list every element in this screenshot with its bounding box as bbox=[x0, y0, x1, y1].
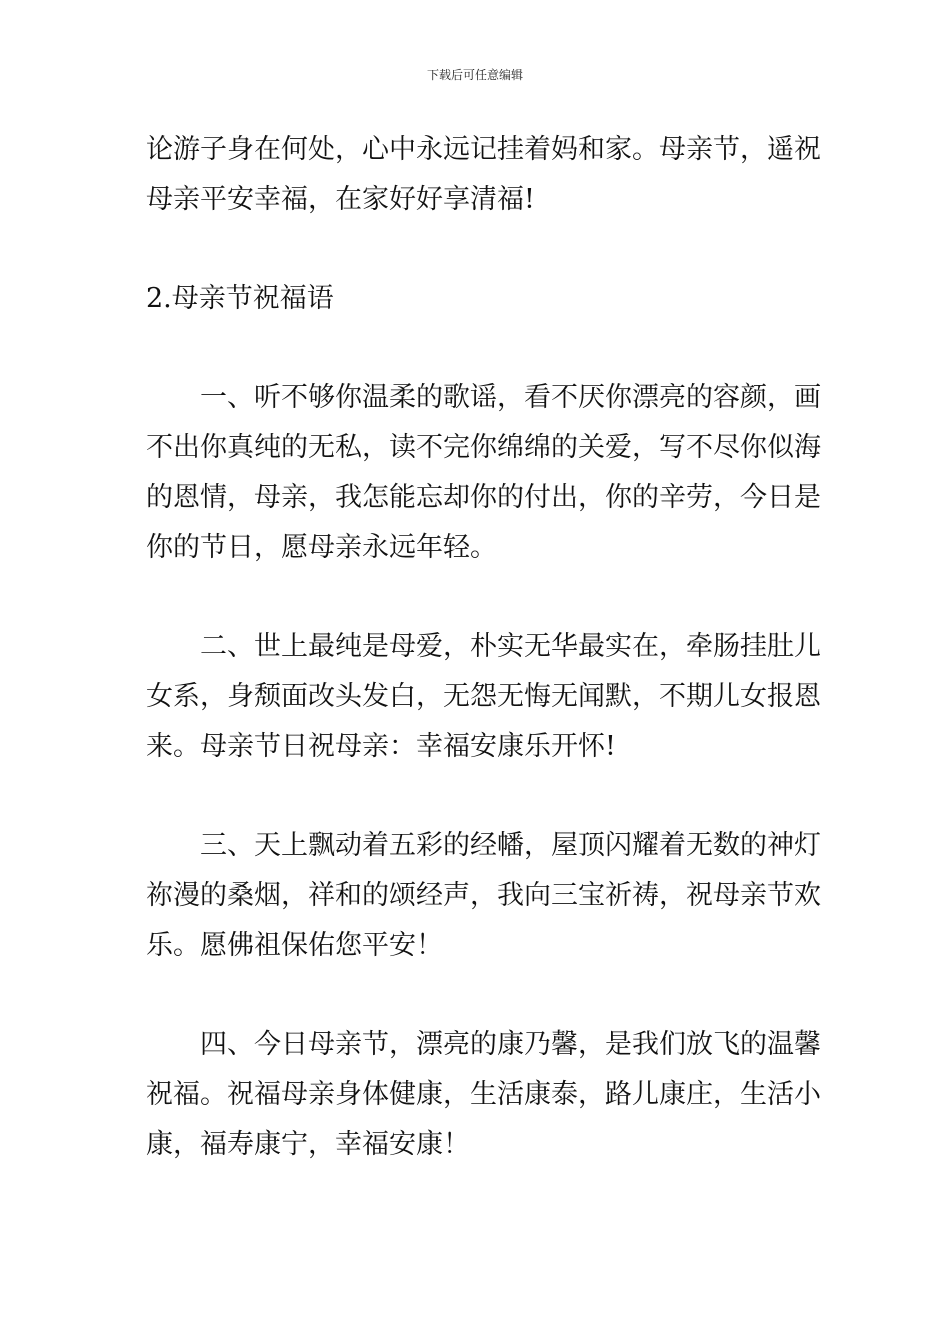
text-line: 来。母亲节日祝母亲：幸福安康乐开怀! bbox=[146, 731, 616, 762]
text-line: 的恩情，母亲，我怎能忘却你的付出，你的辛劳，今日是 bbox=[146, 482, 821, 513]
text-line: 康，福寿康宁，幸福安康！ bbox=[146, 1129, 470, 1160]
text-line: 你的节日，愿母亲永远年轻。 bbox=[146, 532, 497, 563]
text-line: 论游子身在何处，心中永远记挂着妈和家。母亲节，遥祝 bbox=[146, 134, 821, 165]
text-line: 女系，身颓面改头发白，无怨无悔无闻默，不期儿女报恩 bbox=[146, 681, 821, 712]
text-line: 不出你真纯的无私，读不完你绵绵的关爱，写不尽你似海 bbox=[146, 432, 821, 463]
text-line: 祝福。祝福母亲身体健康，生活康泰，路儿康庄，生活小 bbox=[146, 1079, 821, 1110]
text-line: 祢漫的桑烟，祥和的颂经声，我向三宝祈祷，祝母亲节欢 bbox=[146, 880, 821, 911]
text-line: 一、听不够你温柔的歌谣，看不厌你漂亮的容颜，画 bbox=[146, 382, 821, 413]
text-line: 乐。愿佛祖保佑您平安！ bbox=[146, 930, 443, 961]
page-header: 下载后可任意编辑 bbox=[426, 68, 523, 82]
text-line: 三、天上飘动着五彩的经幡，屋顶闪耀着无数的神灯 bbox=[146, 830, 821, 861]
text-line: 二、世上最纯是母爱，朴实无华最实在，牵肠挂肚儿 bbox=[146, 631, 821, 662]
text-line: 四、今日母亲节，漂亮的康乃馨，是我们放飞的温馨 bbox=[146, 1029, 821, 1060]
section-heading: 2.母亲节祝福语 bbox=[146, 283, 334, 314]
text-line: 母亲平安幸福，在家好好享清福! bbox=[146, 184, 535, 215]
